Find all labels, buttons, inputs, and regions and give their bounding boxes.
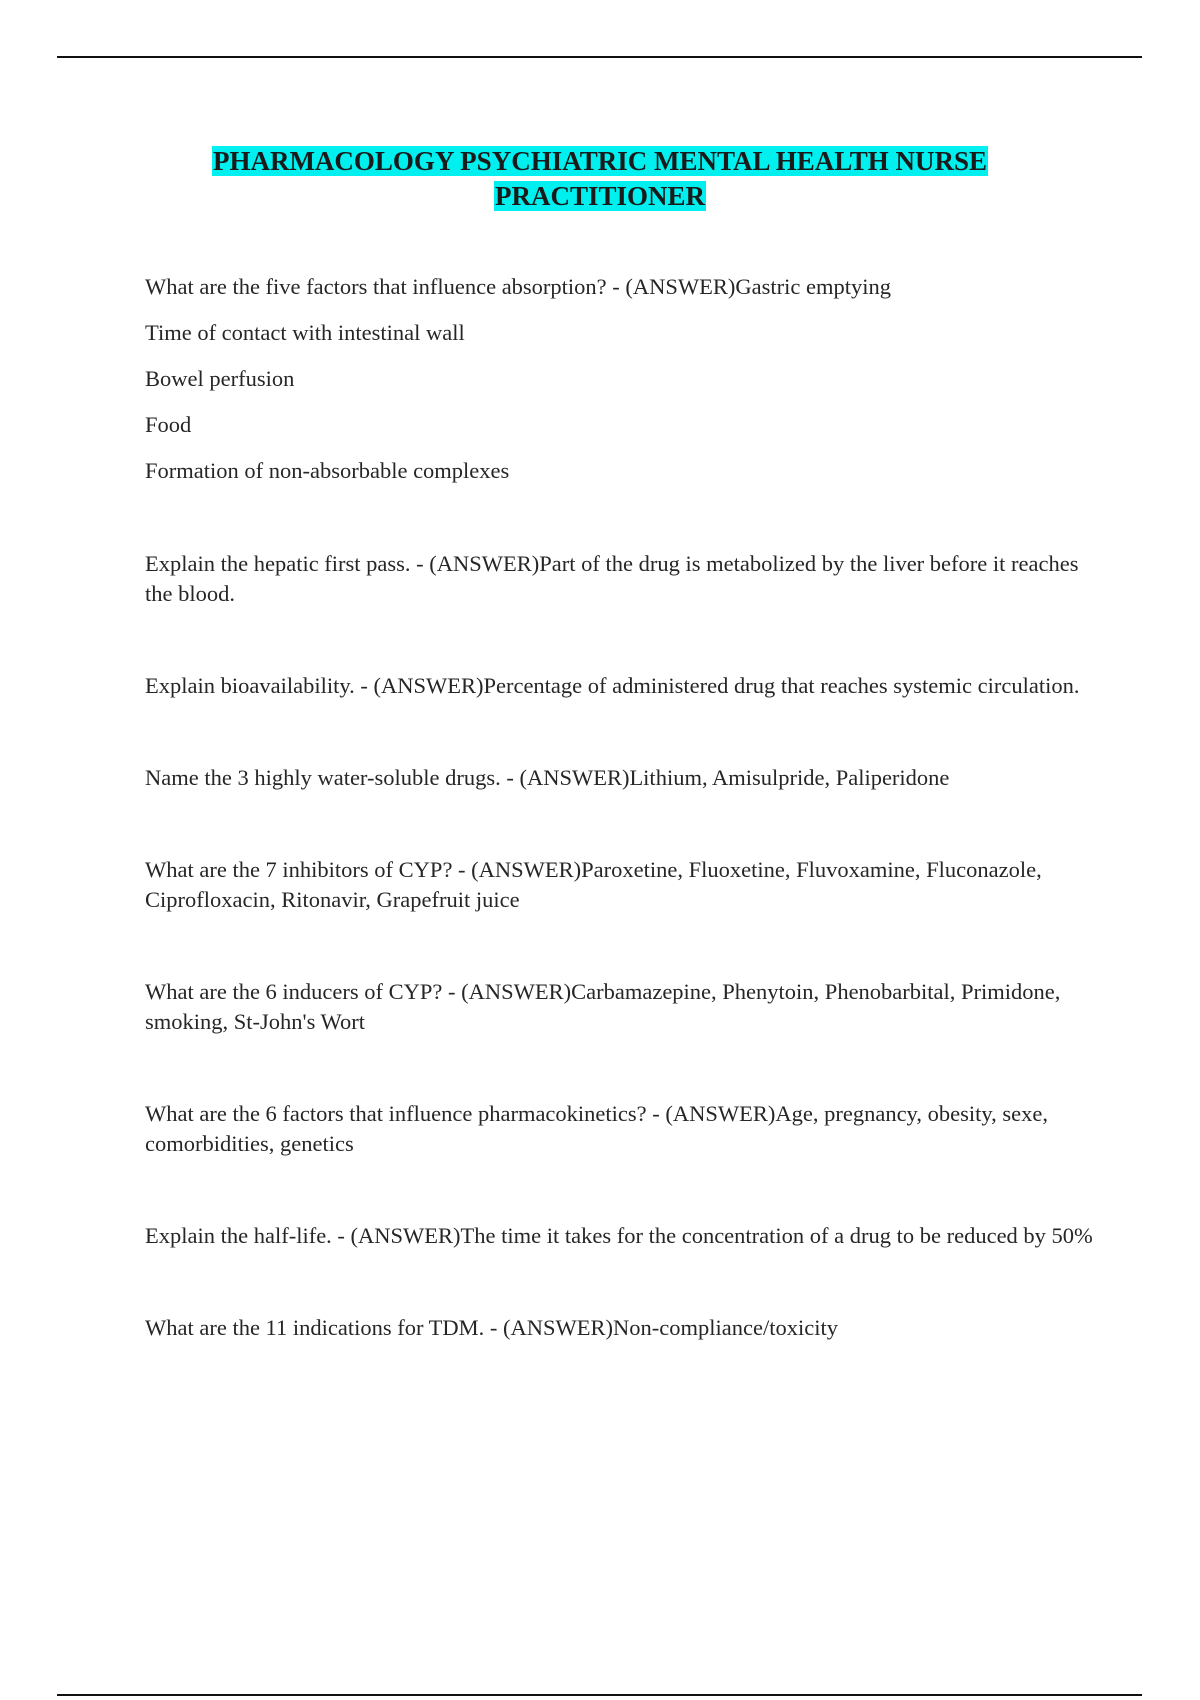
qa-line: Bowel perfusion [145, 366, 295, 391]
qa-line: Formation of non-absorbable complexes [145, 458, 510, 483]
qa-line: Food [145, 412, 192, 437]
document-title [100, 144, 1100, 214]
top-rule [57, 56, 1142, 58]
qa-item-water-soluble-drugs: Name the 3 highly water-soluble drugs. - (ANSWER)Lithium, Amisulpride, Paliperidone [145, 765, 950, 790]
qa-item-bioavailability: Explain bioavailability. - (ANSWER)Percentage of administered drug that reaches systemic circulation. [145, 673, 1080, 698]
qa-line: Time of contact with intestinal wall [145, 320, 465, 345]
qa-item-tdm-indications: What are the 11 indications for TDM. - (ANSWER)Non-compliance/toxicity [145, 1315, 838, 1340]
qa-item-hepatic-first-pass: Explain the hepatic first pass. - (ANSWER)Part of the drug is metabolized by the liver before it reaches the blood. [145, 551, 1079, 606]
qa-item-absorption [145, 272, 1095, 486]
qa-list [145, 272, 1095, 1343]
qa-item-half-life: Explain the half-life. - (ANSWER)The time it takes for the concentration of a drug to be reduced by 50% [145, 1223, 1093, 1248]
title-line-1: PHARMACOLOGY PSYCHIATRIC MENTAL HEALTH NURSE [212, 146, 988, 176]
qa-item-cyp-inducers: What are the 6 inducers of CYP? - (ANSWER)Carbamazepine, Phenytoin, Phenobarbital, Primidone, smoking, St-John's Wort [145, 979, 1061, 1034]
qa-line: What are the five factors that influence absorption? - (ANSWER)Gastric emptying [145, 274, 891, 299]
qa-item-pharmacokinetics-factors: What are the 6 factors that influence pharmacokinetics? - (ANSWER)Age, pregnancy, obesity, sexe, comorbidities, genetics [145, 1101, 1048, 1156]
title-line-2: PRACTITIONER [494, 181, 706, 211]
qa-item-cyp-inhibitors: What are the 7 inhibitors of CYP? - (ANSWER)Paroxetine, Fluoxetine, Fluvoxamine, Fluconazole, Ciprofloxacin, Ritonavir, Grapefruit juice [145, 857, 1042, 912]
bottom-rule [57, 1694, 1142, 1696]
